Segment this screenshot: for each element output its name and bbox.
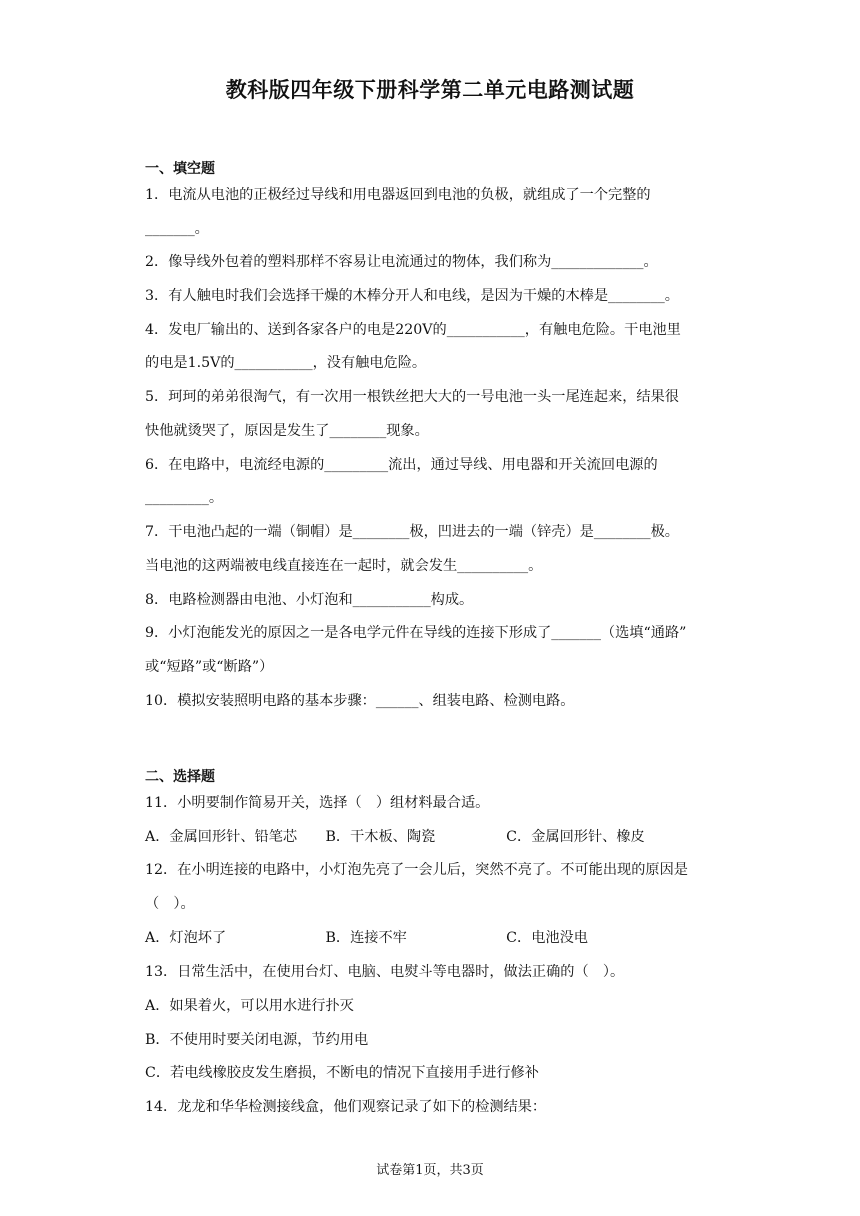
question-line: 10．模拟安装照明电路的基本步骤：______、组装电路、检测电路。	[145, 693, 575, 709]
question-line: 快他就烫哭了，原因是发生了________现象。	[145, 423, 429, 439]
page-title: 教科版四年级下册科学第二单元电路测试题	[225, 78, 635, 102]
answer-options: A．金属回形针、铅笔芯 B．干木板、陶瓷 C．金属回形针、橡皮	[145, 829, 645, 845]
question-line: 或“短路”或“断路”）	[145, 659, 274, 675]
question-line: （ ）。	[145, 896, 195, 912]
question-line: 6．在电路中，电流经电源的_________流出，通过导线、用电器和开关流回电源的	[145, 457, 658, 473]
question-line: 2．像导线外包着的塑料那样不容易让电流通过的物体，我们称为_____________。	[145, 254, 658, 270]
answer-options: A．灯泡坏了 B．连接不牢 C．电池没电	[145, 930, 588, 946]
answer-option: C．若电线橡胶皮发生磨损，不断电的情况下直接用手进行修补	[145, 1065, 539, 1081]
answer-option: A．如果着火，可以用水进行扑灭	[145, 998, 354, 1014]
question-line: _______。	[145, 221, 209, 237]
question-line: 8．电路检测器由电池、小灯泡和___________构成。	[145, 592, 474, 608]
question-line: _________。	[145, 490, 224, 506]
question-line: 3．有人触电时我们会选择干燥的木棒分开人和电线，是因为干燥的木棒是________。	[145, 288, 679, 304]
question-line: 5．珂珂的弟弟很淘气，有一次用一根铁丝把大大的一号电池一头一尾连起来，结果很	[145, 389, 679, 405]
question-line: 1．电流从电池的正极经过导线和用电器返回到电池的负极，就组成了一个完整的	[145, 187, 651, 203]
question-line: 11．小明要制作简易开关，选择（ ）组材料最合适。	[145, 795, 490, 811]
question-line: 7．干电池凸起的一端（铜帽）是________极，凹进去的一端（锌壳）是________极。	[145, 524, 679, 540]
question-line: 14．龙龙和华华检测接线盒，他们观察记录了如下的检测结果：	[145, 1099, 547, 1115]
question-line: 9．小灯泡能发光的原因之一是各电学元件在导线的连接下形成了_______（选填“通路”	[145, 625, 687, 641]
section-heading-choice: 二、选择题	[145, 769, 215, 785]
section-heading-fill-blank: 一、填空题	[145, 161, 215, 177]
question-line: 当电池的这两端被电线直接连在一起时，就会发生__________。	[145, 558, 543, 574]
question-line: 12．在小明连接的电路中，小灯泡先亮了一会儿后，突然不亮了。不可能出现的原因是	[145, 862, 688, 878]
question-line: 4．发电厂输出的、送到各家各户的电是220V的___________，有触电危险。干电池里	[145, 322, 681, 338]
page-footer: 试卷第1页，共3页	[376, 1163, 484, 1178]
answer-option: B．不使用时要关闭电源，节约用电	[145, 1032, 369, 1048]
question-line: 的电是1.5V的___________，没有触电危险。	[145, 355, 427, 371]
question-line: 13．日常生活中，在使用台灯、电脑、电熨斗等电器时，做法正确的（ ）。	[145, 964, 625, 980]
